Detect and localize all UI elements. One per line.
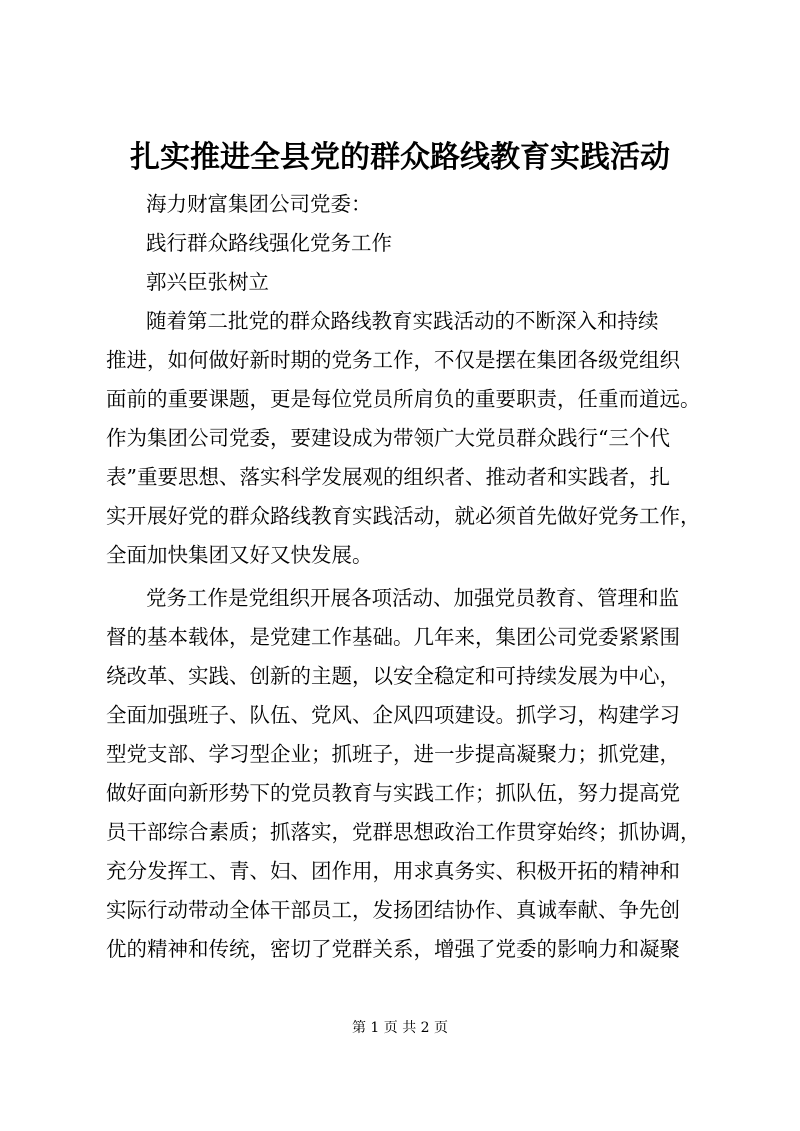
paragraph-line: 随着第二批党的群众路线教育实践活动的不断深入和持续 (146, 309, 659, 333)
paragraph-line: 督的基本载体，是党建工作基础。几年来，集团公司党委紧紧围 (106, 625, 680, 649)
paragraph-line: 全面加强班子、队伍、党风、企风四项建设。抓学习，构建学习 (106, 703, 680, 727)
paragraph-line: 作为集团公司党委，要建设成为带领广大党员群众践行“三个代 (106, 426, 670, 450)
paragraph-1 (106, 302, 706, 575)
author-line: 郭兴臣张树立 (146, 270, 269, 294)
paragraph-line: 推进，如何做好新时期的党务工作，不仅是摆在集团各级党组织 (106, 348, 680, 372)
paragraph-line: 全面加快集团又好又快发展。 (106, 543, 373, 567)
document-body (106, 185, 706, 969)
paragraph-line: 面前的重要课题，更是每位党员所肩负的重要职责，任重而道远。 (106, 387, 701, 411)
paragraph-line: 做好面向新形势下的党员教育与实践工作；抓队伍，努力提高党 (106, 781, 680, 805)
paragraph-line: 绕改革、实践、创新的主题，以安全稳定和可持续发展为中心， (106, 664, 680, 688)
paragraph-line: 充分发挥工、青、妇、团作用，用求真务实、积极开拓的精神和 (106, 859, 680, 883)
page-footer: 第 1 页 共 2 页 (351, 1020, 449, 1036)
salutation-line: 海力财富集团公司党委： (146, 192, 372, 216)
paragraph-line: 员干部综合素质；抓落实，党群思想政治工作贯穿始终；抓协调， (106, 820, 701, 844)
paragraph-line: 实际行动带动全体干部员工，发扬团结协作、真诚奉献、争先创 (106, 898, 680, 922)
paragraph-line: 型党支部、学习型企业；抓班子，进一步提高凝聚力；抓党建， (106, 742, 680, 766)
paragraph-2 (106, 579, 706, 969)
document-title: 扎实推进全县党的群众路线教育实践活动 (130, 140, 670, 175)
paragraph-line: 实开展好党的群众路线教育实践活动，就必须首先做好党务工作， (106, 504, 701, 528)
paragraph-line: 表”重要思想、落实科学发展观的组织者、推动者和实践者，扎 (106, 465, 670, 489)
paragraph-line: 优的精神和传统，密切了党群关系，增强了党委的影响力和凝聚 (106, 937, 680, 961)
subtitle-line: 践行群众路线强化党务工作 (146, 231, 392, 255)
paragraph-line: 党务工作是党组织开展各项活动、加强党员教育、管理和监 (146, 586, 679, 610)
